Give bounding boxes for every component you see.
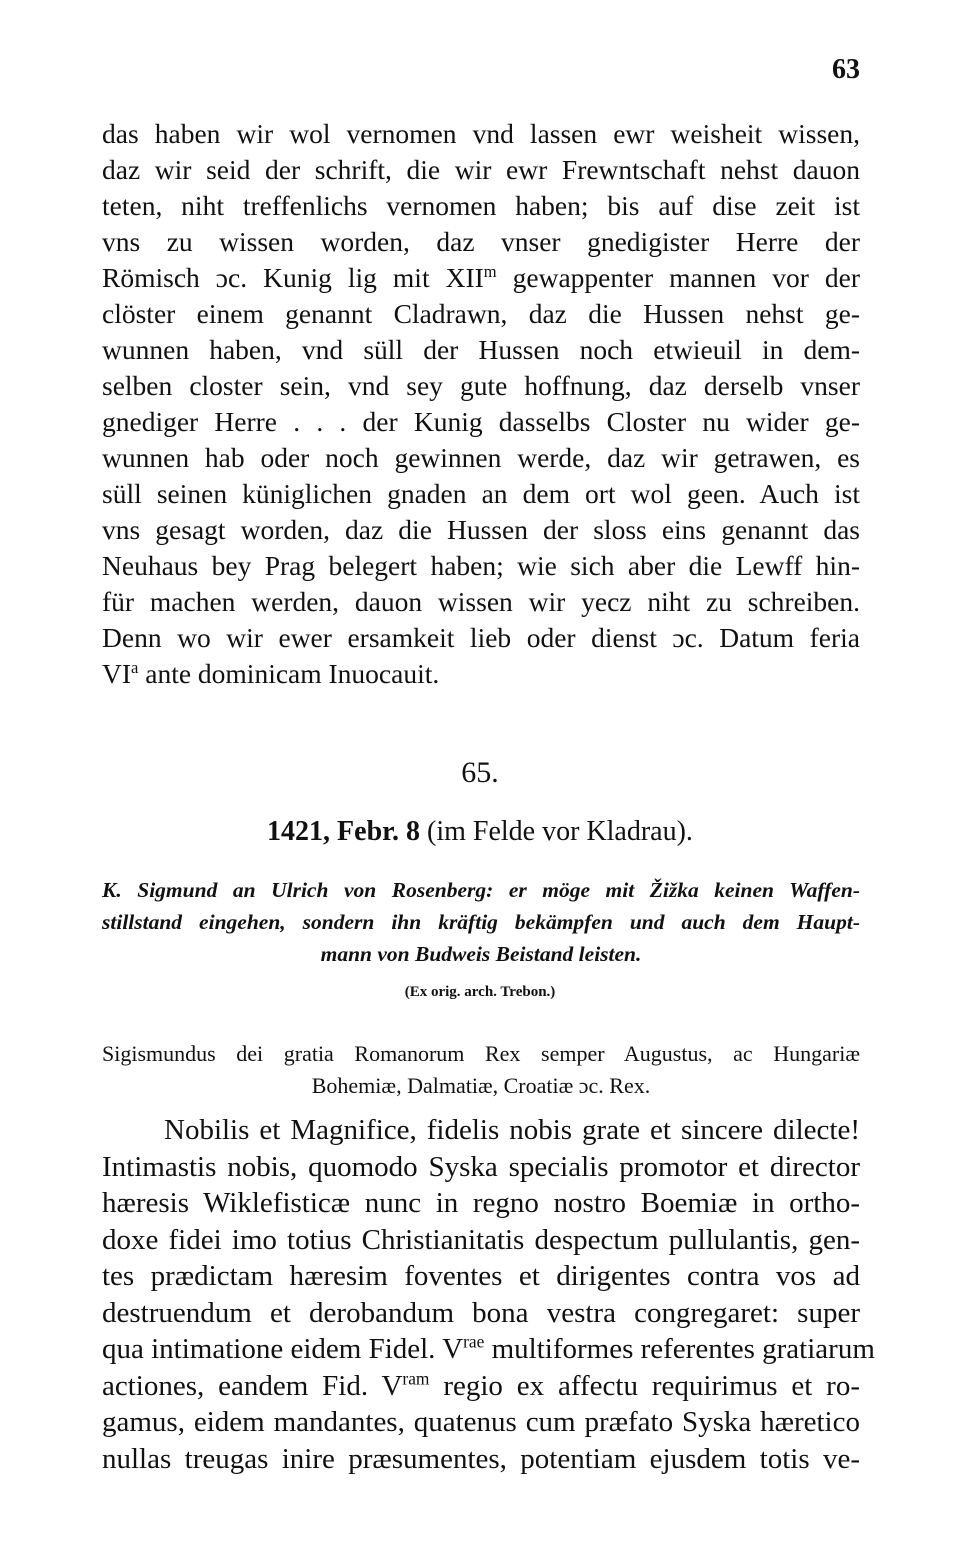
text-line: tes prædictam hæresim foventes et dirigentes contra vos ad <box>102 1260 860 1292</box>
superscript: ram <box>402 1367 430 1388</box>
text-line <box>102 656 860 692</box>
address-line: Bohemiæ, Dalmatiæ, Croatiæ ɔc. Rex. <box>311 1073 651 1098</box>
document-summary <box>102 874 860 970</box>
text-line: wunnen haben, vnd süll der Hussen noch etwieuil in dem- <box>102 334 860 365</box>
text-segment: Römisch ɔc. Kunig lig mit XII <box>102 262 484 293</box>
text-line: Intimastis nobis, quomodo Syska specialis promotor et director <box>102 1150 860 1183</box>
text-line: doxe fidei imo totius Christianitatis despectum pullulantis, gen- <box>102 1223 860 1256</box>
dateline-date: 1421, Febr. 8 <box>267 816 421 847</box>
text-segment: gewappenter mannen vor der <box>496 262 860 293</box>
text-line: süll seinen küniglichen gnaden an dem ort wol geen. Auch ist <box>102 478 860 509</box>
summary-line: mann von Budweis Beistand leisten. <box>320 942 642 966</box>
text-line: gamus, eidem mandantes, quatenus cum præfato Syska hæretico <box>102 1406 860 1438</box>
address-line: Sigismundus dei gratia Romanorum Rex semper Augustus, ac Hungariæ <box>102 1041 860 1066</box>
text-line: Denn wo wir ewer ersamkeit lieb oder dienst ɔc. Datum feria <box>102 622 860 653</box>
paragraph-continuation <box>102 116 860 692</box>
text-segment: actiones, eandem Fid. V <box>102 1369 403 1402</box>
text-line: destruendum et derobandum bona vestra congregaret: super <box>102 1296 860 1329</box>
text-line: wunnen hab oder noch gewinnen werde, daz wir getrawen, es <box>102 442 860 473</box>
text-line: das haben wir wol vernomen vnd lassen ewr weisheit wissen, <box>102 118 860 149</box>
text-line: teten, niht treffenlichs vernomen haben; bis auf dise zeit ist <box>102 190 860 221</box>
summary-line: stillstand eingehen, sondern ihn kräftig bekämpfen und auch dem Haupt- <box>102 910 860 934</box>
text-line: vns gesagt worden, daz die Hussen der sloss eins genannt das <box>102 514 860 545</box>
text-segment: qua intimatione eidem Fidel. V <box>102 1333 464 1365</box>
text-segment: regio ex affectu requirimus et ro- <box>429 1369 860 1402</box>
letter-body <box>102 1112 875 1477</box>
text-segment: ante dominicam Inuocauit. <box>138 658 440 689</box>
text-line: Neuhaus bey Prag belegert haben; wie sich aber die Lewff hin- <box>102 550 860 581</box>
text-line: Nobilis et Magnifice, fidelis nobis grate et sincere dilecte! <box>164 1114 860 1146</box>
text-line: selben closter sein, vnd sey gute hoffnung, daz derselb vnser <box>102 370 860 401</box>
text-line: clöster einem genannt Cladrawn, daz die Hussen nehst ge- <box>102 298 860 329</box>
document-number: 65. <box>461 756 499 789</box>
text-segment: multiformes referentes gratiarum <box>484 1333 875 1365</box>
text-line <box>102 1368 860 1405</box>
text-line: gnediger Herre . . . der Kunig dasselbs Closter nu wider ge- <box>102 406 860 437</box>
text-line: hæresis Wiklefisticæ nunc in regno nostro Boemiæ in ortho- <box>102 1187 860 1219</box>
text-line: daz wir seid der schrift, die wir ewr Frewntschaft nehst dauon <box>102 154 860 185</box>
superscript: m <box>483 261 497 281</box>
dateline-place: (im Felde vor Kladrau). <box>420 816 693 847</box>
text-line: für machen werden, dauon wissen wir yecz niht zu schreiben. <box>102 586 860 617</box>
text-line: nullas treugas inire præsumentes, potentiam ejusdem totis ve- <box>102 1442 860 1475</box>
source-note: (Ex orig. arch. Trebon.) <box>404 984 556 1000</box>
text-line <box>102 260 860 296</box>
superscript: a <box>131 657 139 677</box>
letter-address <box>102 1038 860 1102</box>
summary-line: K. Sigmund an Ulrich von Rosenberg: er möge mit Žižka keinen Waffen- <box>102 878 860 902</box>
dateline <box>0 816 960 848</box>
superscript: rae <box>463 1331 485 1352</box>
text-segment: VI <box>102 658 132 689</box>
text-line: vns zu wissen worden, daz vnser gnedigister Herre der <box>102 226 860 257</box>
text-line <box>102 1331 875 1368</box>
page-number: 63 <box>832 54 860 85</box>
